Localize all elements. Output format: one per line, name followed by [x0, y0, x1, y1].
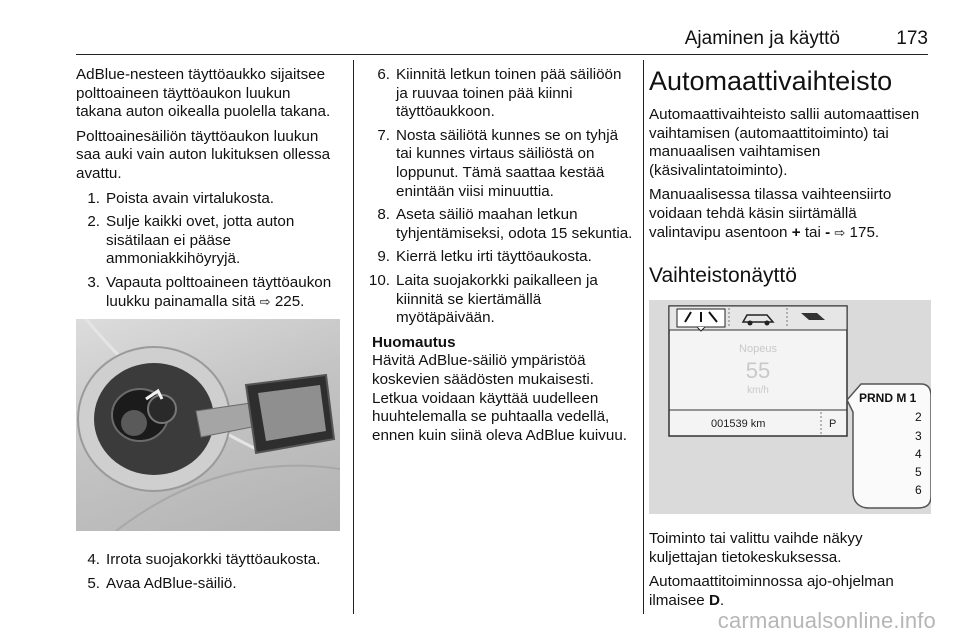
list-item: [76, 213, 340, 269]
column-divider-1: [353, 60, 354, 614]
step-number: 3.: [87, 273, 100, 291]
page-ref-arrow-icon: ⇨: [259, 293, 271, 309]
text-span: Automaattitoiminnossa ajo-ohjelman ilmaisee: [649, 573, 894, 609]
page-ref-arrow-icon: ⇨: [834, 224, 846, 240]
step-text: Kierrä letku irti täyttöaukosta.: [396, 248, 592, 266]
speed-value: 55: [745, 358, 771, 384]
fuel-filler-photo: [76, 319, 340, 531]
column-3: [649, 66, 931, 617]
column-divider-2: [643, 60, 644, 614]
list-item: [76, 190, 340, 209]
step-number: 2.: [87, 213, 100, 231]
step-number: 7.: [377, 126, 390, 144]
gear-3: 3: [915, 429, 922, 444]
header-title: Ajaminen ja käyttö: [684, 28, 840, 49]
note-text: Hävitä AdBlue-säiliö ympäristöä koskevien säädösten mukaisesti. Letkua voidaan käyttää uudelleen huuhtelemalla se puhtaalla vedellä, ennen kuin siinä oleva AdBlue kuivuu.: [372, 352, 627, 444]
list-item: [76, 274, 340, 311]
step-number: 8.: [377, 206, 390, 224]
page-ref: 225.: [274, 292, 305, 310]
step-number: 10.: [368, 271, 390, 289]
step-text: Nosta säiliötä kunnes se on tyhjä tai kunnes virtaus säiliöstä on loppunut. Tämä saattaa kestää enintään viisi minuuttia.: [396, 126, 619, 200]
list-item: [366, 66, 636, 122]
paragraph: [649, 573, 931, 610]
text-span: .: [719, 591, 725, 609]
step-number: 4.: [87, 551, 100, 569]
step-text-with-ref: [106, 274, 340, 311]
minus-symbol: -: [825, 223, 831, 241]
paragraph: Polttoainesäiliön täyttöaukon luukun saa auki vain auton lukituksen ollessa avattu.: [76, 127, 331, 182]
step-text: Sulje kaikki ovet, jotta auton sisätilaan ei pääse ammoniakkihöyryjä.: [106, 213, 295, 268]
column-2: [366, 66, 636, 445]
subsection-heading: Vaihteistonäyttö: [649, 264, 797, 288]
steps-list: [366, 66, 636, 328]
text-span: tai: [804, 223, 821, 241]
step-text: Poista avain virtalukosta.: [106, 189, 274, 207]
speed-unit: km/h: [747, 385, 769, 397]
step-text: Aseta säiliö maahan letkun tyhjentämiseksi, odota 15 sekuntia.: [396, 206, 633, 242]
gear-display-figure: [649, 300, 931, 514]
step-number: 5.: [87, 574, 100, 592]
section-heading: Automaattivaihteisto: [649, 66, 893, 96]
paragraph: [649, 186, 931, 242]
gear-6: 6: [915, 483, 922, 498]
drive-symbol: D: [708, 591, 720, 609]
odometer: 001539 km: [711, 418, 766, 431]
column-1: [76, 66, 340, 599]
paragraph: Automaattivaihteisto sallii automaattisen vaihtamisen (automaattitoiminto) tai manuaalisen vaihtamisen (käsivalintatoiminto).: [649, 106, 920, 179]
step-text: Avaa AdBlue-säiliö.: [106, 574, 237, 592]
gear-2: 2: [915, 410, 922, 425]
note-title: Huomautus: [372, 333, 456, 351]
paragraph: AdBlue-nesteen täyttöaukko sijaitsee polttoaineen täyttöaukon luukun takana auton oikealla puolella takana.: [76, 66, 331, 121]
list-item: [366, 127, 636, 201]
fuel-filler-illustration: [76, 319, 340, 531]
step-text: Vapauta polttoaineen täyttöaukon luukku painamalla sitä: [106, 273, 332, 310]
plus-symbol: +: [791, 223, 801, 241]
gear-indicator: P: [829, 418, 837, 431]
watermark: carmanualsonline.info: [717, 608, 936, 633]
gear-5: 5: [915, 465, 922, 480]
list-item: [366, 272, 636, 328]
list-item: [76, 551, 340, 570]
note-box: [372, 334, 636, 446]
paragraph: Toiminto tai valittu vaihde näkyy kuljettajan tietokeskuksessa.: [649, 530, 863, 566]
page-ref: 175.: [849, 223, 880, 241]
step-number: 9.: [377, 248, 390, 266]
step-text: Laita suojakorkki paikalleen ja kiinnitä se kiertämällä myötäpäivään.: [396, 271, 598, 327]
speed-label: Nopeus: [739, 343, 777, 356]
step-text: Irrota suojakorkki täyttöaukosta.: [106, 551, 321, 569]
step-text: Kiinnitä letkun toinen pää säiliöön ja ruuvaa toinen pää kiinni täyttöaukkoon.: [396, 66, 622, 121]
instrument-cluster-illustration: [649, 300, 931, 514]
steps-list: [76, 551, 340, 593]
gear-4: 4: [915, 447, 922, 462]
text-span: Manuaalisessa tilassa vaihteensiirto voidaan tehdä käsin siirtämällä valintavipu asentoon: [649, 186, 892, 241]
list-item: [76, 575, 340, 594]
list-item: [366, 248, 636, 267]
list-item: [366, 206, 636, 243]
steps-list: [76, 190, 340, 312]
step-number: 1.: [87, 189, 100, 207]
gear-header: PRND M 1: [859, 391, 917, 406]
page-header: [76, 24, 928, 55]
page-number: 173: [896, 28, 928, 49]
step-number: 6.: [377, 66, 390, 83]
